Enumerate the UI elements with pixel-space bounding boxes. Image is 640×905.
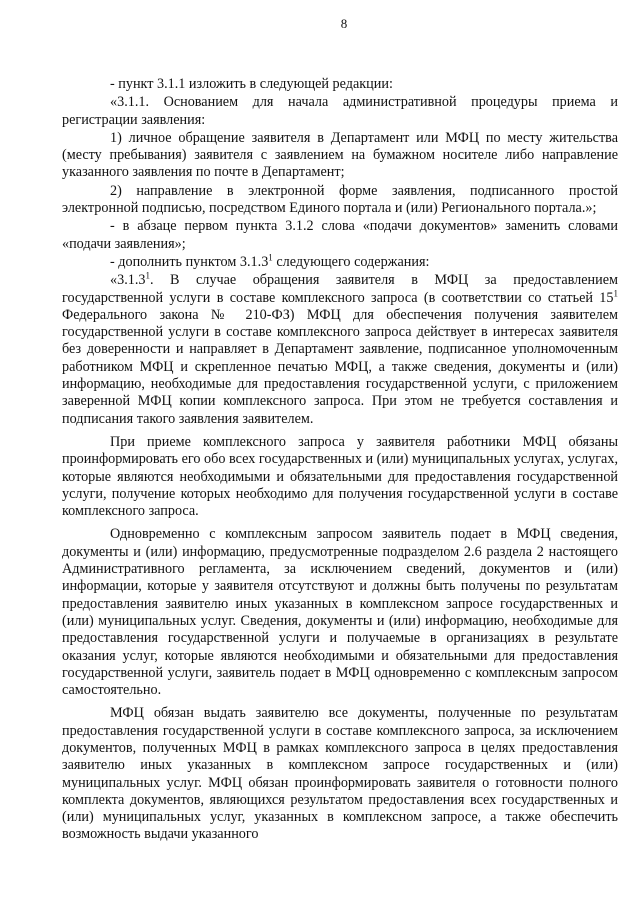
paragraph-mfc-obligations xyxy=(62,705,618,843)
paragraph-amend-3-1-1 xyxy=(62,76,618,93)
paragraph-text: «3.1.3 xyxy=(110,272,146,289)
paragraph-text: - в абзаце первом пункта 3.1.2 слова «подачи документов» заменить словами «подачи заявления»; xyxy=(62,218,618,252)
superscript: 1 xyxy=(145,270,150,281)
paragraph-text: «3.1.1. Основанием для начала административной процедуры приема и регистрации заявления: xyxy=(62,94,618,128)
paragraph-text: следующего содержания: xyxy=(272,253,430,270)
paragraph-3-1-1-basis xyxy=(62,94,618,129)
paragraph-text: Федерального закона № 210-ФЗ) МФЦ для обеспечения получения заявителем государственной услуги в составе комплексного запроса действует в интересах заявителя без доверенности и направляет в Департамент заявление, подписанное уполномоченным работником МФЦ и скрепленное печатью МФЦ, а также сведения, документы и (или) информацию, необходимые для предоставления государственной услуги, с приложением заверенной МФЦ копии комплексного запроса. При этом не требуется составления и подписания такого заявления заявителем. xyxy=(62,306,618,427)
paragraph-inform-duty xyxy=(62,434,618,520)
paragraph-text: При приеме комплексного запроса у заявителя работники МФЦ обязаны проинформировать его обо всех государственных и (или) муниципальных услугах, услугах, которые являются необходимыми и обязательными для предоставления государственной услуги, получение которых необходимо для получения государственной услуги в составе комплексного запроса. xyxy=(62,433,618,520)
paragraph-add-3-1-3 xyxy=(62,254,618,271)
page-number: 8 xyxy=(340,16,348,31)
paragraph-item-2 xyxy=(62,183,618,218)
paragraph-text: 2) направление в электронной форме заявления, подписанного простой электронной подписью, посредством Единого портала и (или) Регионального портала.»; xyxy=(62,182,618,217)
paragraph-3-1-3-text xyxy=(62,272,618,428)
paragraph-text: Одновременно с комплексным запросом заявитель подает в МФЦ сведения, документы и (или) информацию, предусмотренные подразделом 2.6 раздела 2 настоящего Административного регламента, за исключением сведений, документов и (или) информации, которые у заявителя отсутствуют и должны быть получены по результатам предоставления заявителю иных указанных в комплексном запросе государственных и (или) муниципальных услуг. Сведения, документы и (или) информацию, необходимые для предоставления государственной услуги и получаемые в организациях в результате оказания услуг, которые являются необходимыми и обязательными для предоставления государственной услуги, заявитель подает в МФЦ одновременно с комплексным запросом самостоятельно. xyxy=(62,526,618,699)
superscript: 1 xyxy=(268,252,273,263)
paragraph-text: - пункт 3.1.1 изложить в следующей редакции: xyxy=(110,76,393,92)
paragraph-text: МФЦ обязан выдать заявителю все документы, полученные по результатам предоставления государственной услуги в составе комплексного запроса, за исключением документов, полученных МФЦ в рамках комплексного запроса в целях предоставления заявителю иных указанных в комплексном запросе государственных и (или) муниципальных услуг. МФЦ обязан проинформировать заявителя о готовности полного комплекта документов, являющихся результатом предоставления всех государственных и (или) муниципальных услуг, указанных в комплексном запросе, а также обеспечить возможность выдачи указанного xyxy=(62,705,618,843)
paragraph-simultaneous-submission xyxy=(62,526,618,699)
paragraph-item-1 xyxy=(62,130,618,182)
paragraph-text: - дополнить пунктом 3.1.3 xyxy=(110,253,269,270)
paragraph-amend-3-1-2 xyxy=(62,218,618,253)
document-body xyxy=(62,76,618,844)
paragraph-text: . В случае обращения заявителя в МФЦ за предоставлением государственной услуги в составе комплексного запроса (в соответствии со статьей 15 xyxy=(62,272,618,306)
paragraph-text: 1) личное обращение заявителя в Департамент или МФЦ по месту жительства (месту пребывания) заявителя с заявлением на бумажном носителе либо направление указанного заявления по почте в Департамент; xyxy=(62,129,618,181)
superscript: 1 xyxy=(613,287,618,298)
